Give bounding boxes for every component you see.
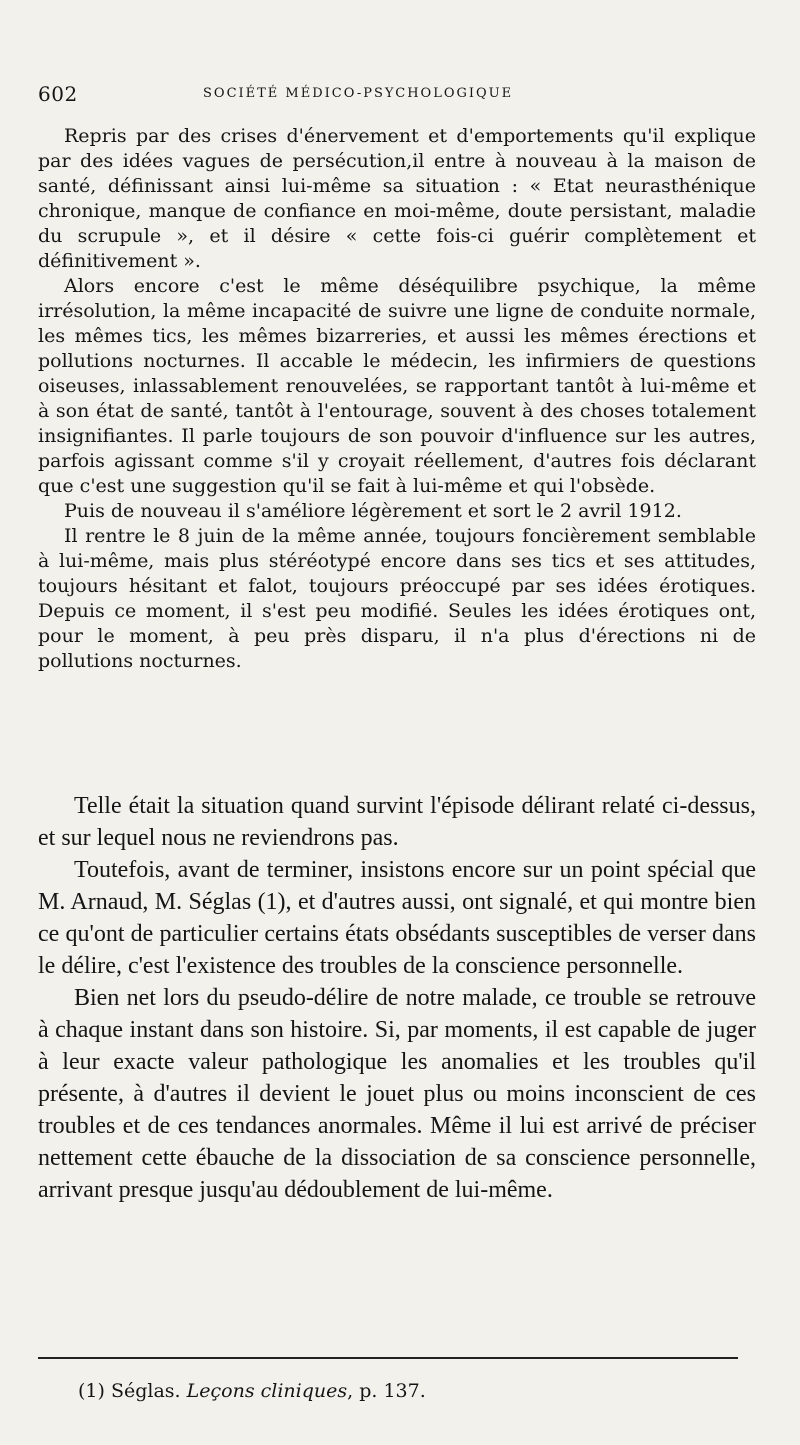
- paragraph: Bien net lors du pseudo-délire de notre malade, ce trouble se retrouve à chaque instant dans son histoire. Si, par moments, il est capable de juger à leur exacte valeur pathologique les anomalies et les troubles qu'il présente, à d'autres il devient le jouet plus ou moins inconscient de ces troubles et de ces tendances anormales. Même il lui est arrivé de préciser nettement cette ébauche de la dissociation de sa conscience personnelle, arrivant presque jusqu'au dédoublement de lui-même.: [38, 985, 756, 1203]
- footnote-marker: (1): [78, 1380, 105, 1402]
- paragraph: Telle était la situation quand survint l'épisode délirant relaté ci-dessus, et sur lequel nous ne reviendrons pas.: [38, 793, 756, 851]
- footnote-page: , p. 137.: [347, 1380, 426, 1402]
- footnote-author: Séglas.: [110, 1380, 181, 1402]
- page-number: 602: [38, 82, 78, 106]
- paragraph: Il rentre le 8 juin de la même année, toujours foncièrement semblable à lui-même, mais plus stéréotypé encore dans ses tics et ses attitudes, toujours hésitant et falot, toujours préoccupé par ses idées érotiques. Depuis ce moment, il s'est peu modifié. Seules les idées érotiques ont, pour le moment, à peu près disparu, il n'a plus d'érections ni de pollutions nocturnes.: [38, 525, 756, 672]
- case-history-section: [38, 124, 756, 674]
- footnote-book-title: Leçons cliniques: [186, 1380, 348, 1402]
- journal-title: SOCIÉTÉ MÉDICO-PSYCHOLOGIQUE: [203, 86, 514, 101]
- running-head: [38, 82, 752, 106]
- paragraph: Alors encore c'est le même déséquilibre psychique, la même irrésolution, la même incapacité de suivre une ligne de conduite normale, les mêmes tics, les mêmes bizarreries, et aussi les mêmes érections et pollutions nocturnes. Il accable le médecin, les infirmiers de questions oiseuses, inlassablement renouvelées, se rapportant tantôt à lui-même et à son état de santé, tantôt à l'entourage, souvent à des choses totalement insignifiantes. Il parle toujours de son pouvoir d'influence sur les autres, parfois agissant comme s'il y croyait réellement, d'autres fois déclarant que c'est une suggestion qu'il se fait à lui-même et qui l'obsède.: [38, 275, 756, 497]
- footnote-divider: [38, 1357, 738, 1359]
- paragraph: Repris par des crises d'énervement et d'emportements qu'il explique par des idées vagues de persécution,il entre à nouveau à la maison de santé, définissant ainsi lui-même sa situation : « Etat neurasthénique chronique, manque de confiance en moi-même, doute persistant, maladie du scrupule », et il désire « cette fois-ci guérir complètement et définitivement ».: [38, 125, 756, 272]
- paragraph: Toutefois, avant de terminer, insistons encore sur un point spécial que M. Arnaud, M. Séglas (1), et d'autres aussi, ont signalé, et qui montre bien ce qu'ont de particulier certains états obsédants susceptibles de verser dans le délire, c'est l'existence des troubles de la conscience personnelle.: [38, 857, 756, 979]
- paragraph: Puis de nouveau il s'améliore légèrement et sort le 2 avril 1912.: [64, 500, 682, 522]
- footnote: [78, 1378, 426, 1404]
- discussion-section: [38, 790, 756, 1206]
